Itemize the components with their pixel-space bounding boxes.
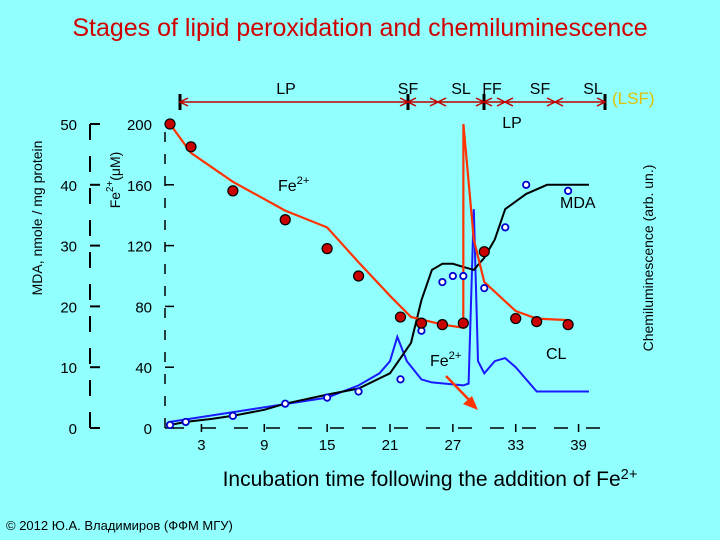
x-tick-label: 27: [444, 437, 462, 454]
annotation-fe-add: $Fe^{2+}$: [430, 350, 462, 370]
point-mda: [167, 422, 173, 428]
phase-tail-label: (LSF): [612, 89, 655, 108]
x-axis-label: Incubation time following the addition of $Fe^{2+}$: [222, 467, 638, 491]
point-fe: [563, 320, 573, 330]
point-mda: [450, 273, 456, 279]
point-fe: [479, 247, 489, 257]
phase-label-lp2: LP: [502, 115, 522, 132]
point-fe: [354, 271, 364, 281]
point-mda: [523, 182, 529, 188]
y-tick-label-mda: 10: [60, 360, 77, 378]
point-fe: [416, 318, 426, 328]
y-tick-label-fe: 160: [126, 177, 152, 195]
y-axis-label-fe: $Fe^{2+}(\mu M)$: [105, 151, 123, 209]
axes: [29, 94, 656, 491]
y-tick-label-fe: 0: [143, 421, 152, 438]
x-tick-label: 9: [260, 437, 269, 454]
point-mda: [282, 400, 288, 406]
annotation-cl: CL: [546, 346, 567, 363]
y-tick-label-fe: 200: [126, 117, 152, 134]
point-fe: [458, 318, 468, 328]
y-tick-label-mda: 40: [60, 177, 77, 195]
x-tick-label: 3: [197, 437, 206, 454]
phase-label: SF: [529, 81, 551, 98]
labels: [276, 81, 654, 410]
y-tick-label-mda: 50: [60, 117, 77, 134]
point-mda: [565, 188, 571, 194]
point-fe: [322, 244, 332, 254]
y-tick-label-mda: 30: [60, 238, 77, 256]
x-tick-label: 33: [507, 437, 525, 454]
series-mda: [170, 185, 589, 425]
point-fe: [165, 119, 175, 129]
series: [165, 119, 589, 428]
phase-label: SL: [451, 81, 471, 98]
phase-label: SL: [583, 81, 603, 98]
point-fe: [395, 312, 405, 322]
page-title: Stages of lipid peroxidation and chemiluminescence: [72, 14, 648, 42]
phase-label: SF: [397, 81, 419, 98]
y-axis-label-cl: Chemiluminescence (arb. un.): [640, 164, 656, 352]
point-fe: [437, 320, 447, 330]
point-mda: [481, 285, 487, 291]
y-tick-label-fe: 40: [135, 360, 152, 378]
point-mda: [324, 394, 330, 400]
annotation-arrowhead: [463, 396, 478, 410]
phase-label: LP: [276, 81, 296, 98]
phase-label: FF: [482, 81, 502, 98]
x-tick-label: 21: [381, 437, 399, 454]
point-fe: [228, 186, 238, 196]
y-axis-label-mda: MDA, nmole / mg protein: [29, 140, 45, 296]
y-tick-label-fe: 80: [135, 299, 152, 317]
point-mda: [439, 279, 445, 285]
y-tick-label-fe: 120: [126, 238, 152, 256]
annotation-fe-curve: $Fe^{2+}$: [278, 175, 310, 195]
point-mda: [502, 224, 508, 230]
point-mda: [460, 273, 466, 279]
x-tick-label: 15: [318, 437, 336, 454]
point-mda: [397, 376, 403, 382]
point-mda: [183, 419, 189, 425]
point-fe: [511, 314, 521, 324]
point-mda: [355, 388, 361, 394]
point-fe: [186, 142, 196, 152]
x-tick-label: 39: [570, 437, 587, 454]
copyright: © 2012 Ю.А. Владимиров (ФФМ МГУ): [6, 518, 233, 533]
y-tick-label-mda: 0: [68, 421, 77, 438]
y-tick-label-mda: 20: [60, 299, 77, 317]
point-fe: [532, 317, 542, 327]
point-fe: [280, 215, 290, 225]
annotation-mda: MDA: [560, 195, 596, 212]
point-mda: [230, 413, 236, 419]
